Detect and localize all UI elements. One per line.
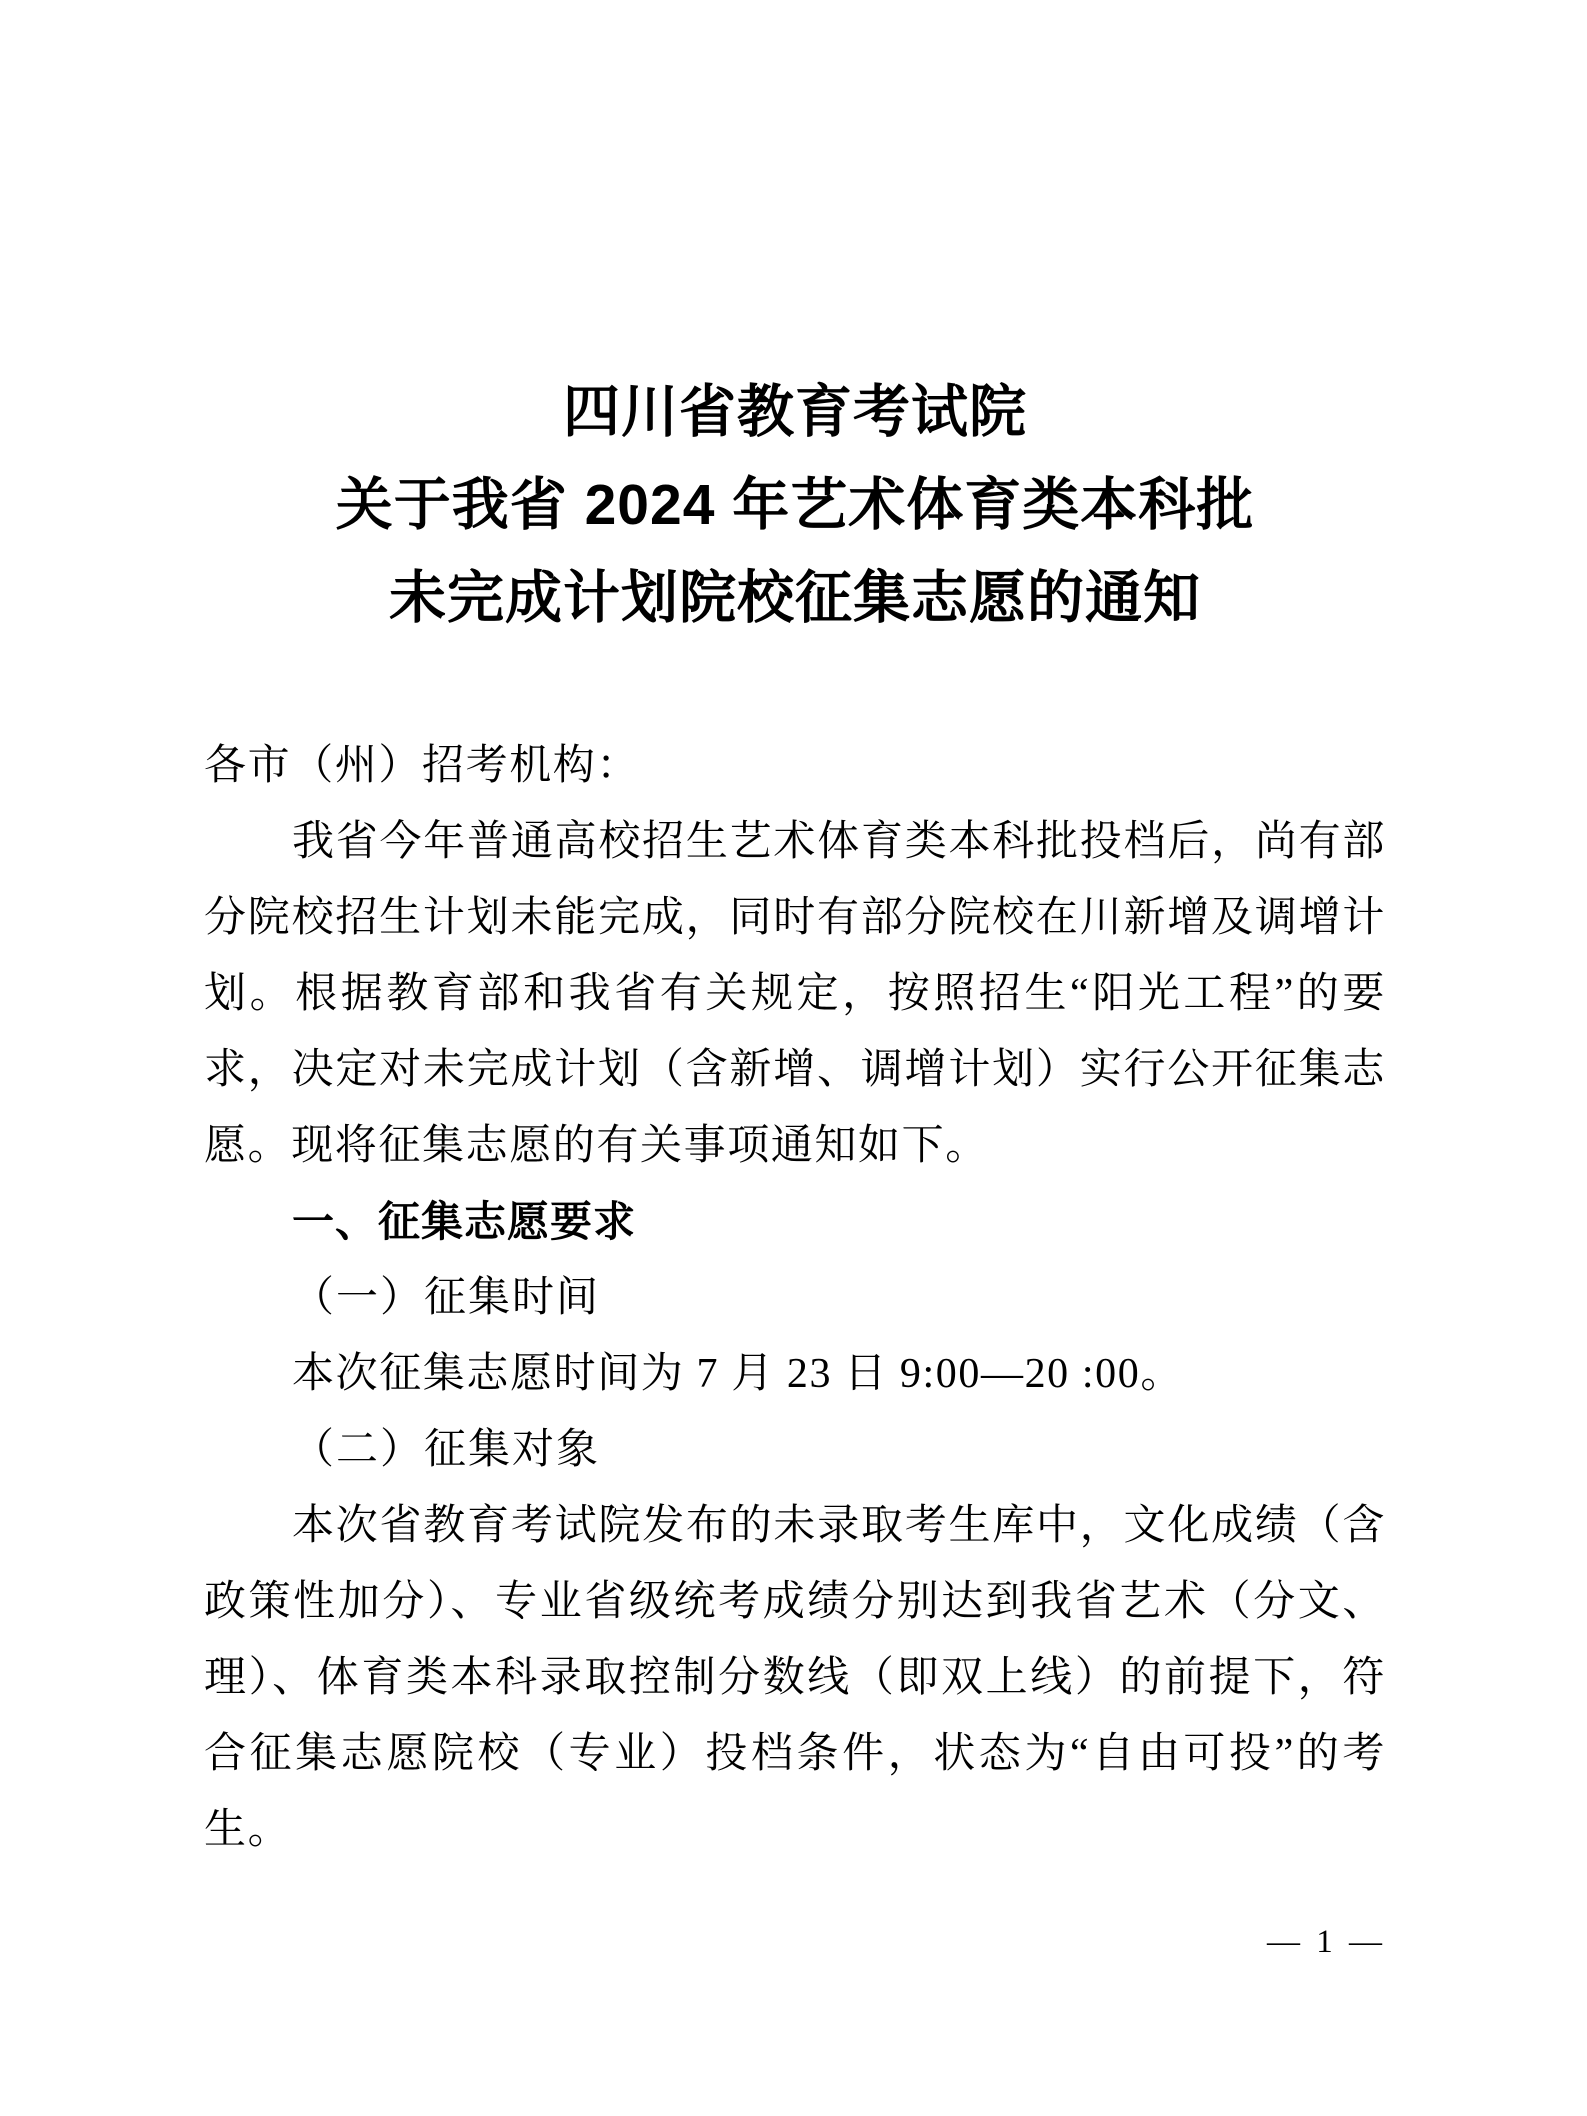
document-title	[204, 366, 1386, 645]
subsection-1-1-heading: （一）征集时间	[292, 1275, 601, 1321]
intro-paragraph: 我省今年普通高校招生艺术体育类本科批投档后，尚有部分院校招生计划未能完成，同时有部分院校在川新增及调增计划。根据教育部和我省有关规定，按照招生“阳光工程”的要求，决定对未完成计划（含新增、调增计划）实行公开征集志愿。现将征集志愿的有关事项通知如下。	[204, 819, 1386, 1169]
document-body	[204, 728, 1386, 1868]
salutation: 各市（州）招考机构：	[204, 743, 641, 789]
subsection-1-2-heading: （二）征集对象	[292, 1427, 601, 1473]
title-line-2: 关于我省 2024 年艺术体育类本科批	[335, 473, 1255, 537]
collection-target-text: 本次省教育考试院发布的未录取考生库中，文化成绩（含政策性加分）、专业省级统考成绩分别达到我省艺术（分文、理）、体育类本科录取控制分数线（即双上线）的前提下，符合征集志愿院校（专业）投档条件，状态为“自由可投”的考生。	[204, 1503, 1386, 1853]
page-number: — 1 —	[1267, 1924, 1386, 1960]
page-footer	[204, 1918, 1386, 1966]
title-line-1: 四川省教育考试院	[563, 380, 1027, 444]
section-1-heading: 一、征集志愿要求	[292, 1198, 637, 1245]
title-line-3: 未完成计划院校征集志愿的通知	[389, 566, 1201, 630]
collection-time-text: 本次征集志愿时间为 7 月 23 日 9:00—20 :00。	[292, 1351, 1184, 1397]
